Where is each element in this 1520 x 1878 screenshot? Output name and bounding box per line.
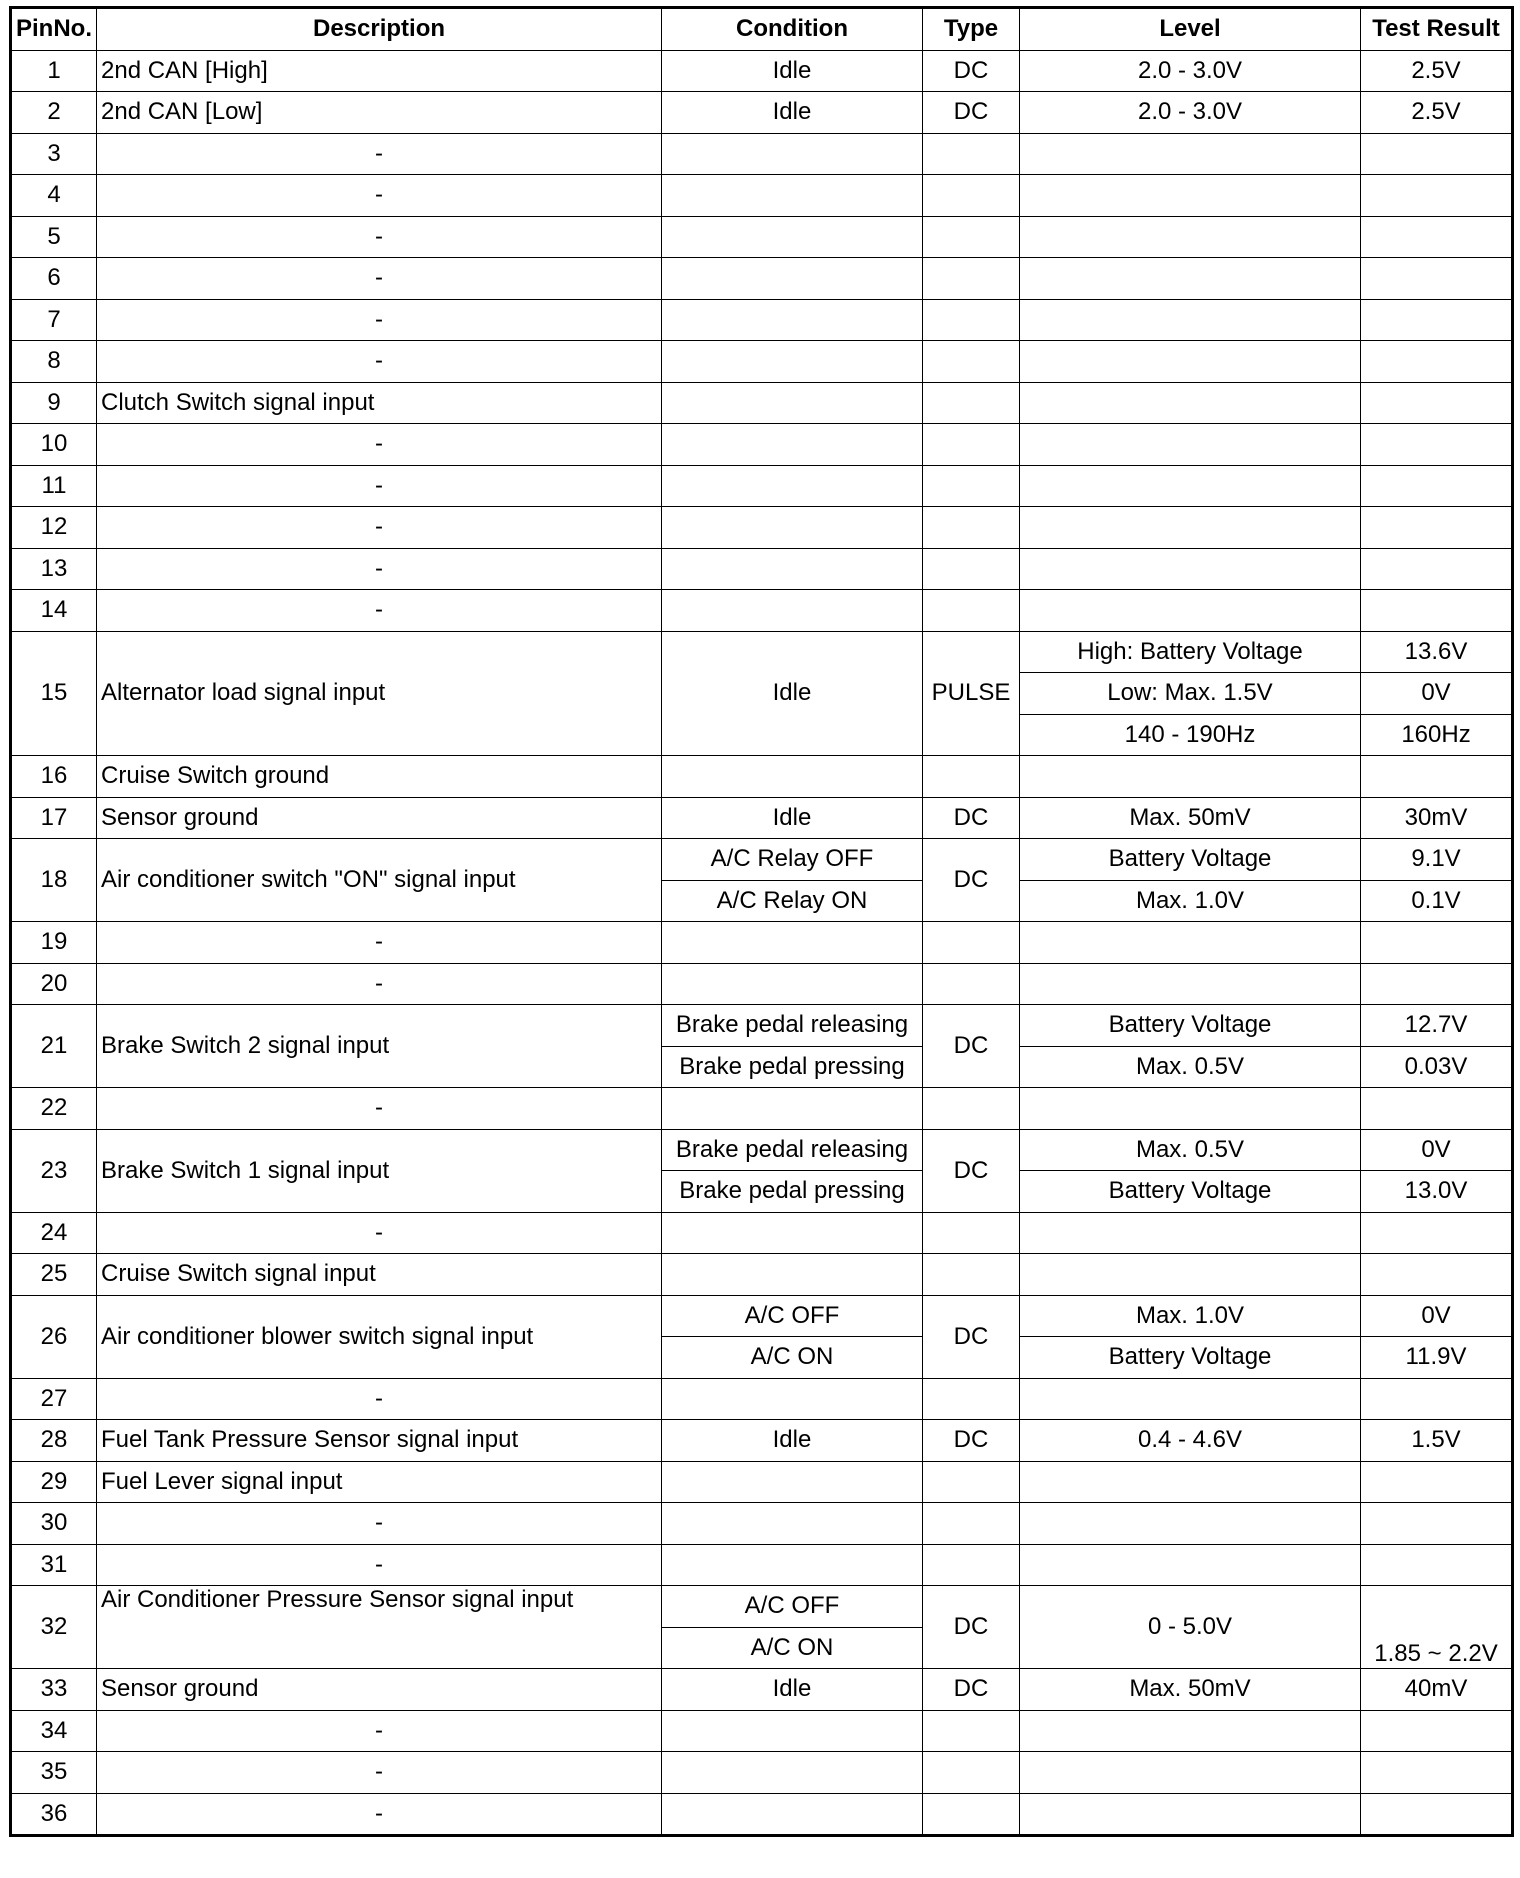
pin-test-result bbox=[1361, 133, 1513, 175]
pin-description: - bbox=[97, 548, 662, 590]
pin-level bbox=[1020, 258, 1361, 300]
table-row bbox=[11, 133, 1513, 175]
pin-level bbox=[1020, 548, 1361, 590]
pin-test-result bbox=[1361, 590, 1513, 632]
pin-description: - bbox=[97, 465, 662, 507]
pin-number: 1 bbox=[11, 50, 97, 92]
pin-level: 2.0 - 3.0V bbox=[1020, 92, 1361, 134]
pin-test-result: 1.5V bbox=[1361, 1420, 1513, 1462]
pin-type bbox=[923, 465, 1020, 507]
pin-condition: A/C OFF bbox=[662, 1295, 923, 1337]
pin-description: - bbox=[97, 1088, 662, 1130]
pin-type bbox=[923, 1212, 1020, 1254]
pin-description: - bbox=[97, 1503, 662, 1545]
pin-number: 25 bbox=[11, 1254, 97, 1296]
pin-test-result bbox=[1361, 382, 1513, 424]
pin-test-result: 12.7V bbox=[1361, 1005, 1513, 1047]
pin-type bbox=[923, 1378, 1020, 1420]
pin-number: 2 bbox=[11, 92, 97, 134]
pin-level: High: Battery Voltage bbox=[1020, 631, 1361, 673]
pin-type bbox=[923, 258, 1020, 300]
pin-test-result bbox=[1361, 465, 1513, 507]
header-condition: Condition bbox=[662, 8, 923, 51]
pin-test-result: 9.1V bbox=[1361, 839, 1513, 881]
table-row bbox=[11, 922, 1513, 964]
table-row bbox=[11, 341, 1513, 383]
pin-description: - bbox=[97, 258, 662, 300]
pin-type bbox=[923, 590, 1020, 632]
pin-type bbox=[923, 216, 1020, 258]
pin-level bbox=[1020, 1544, 1361, 1586]
pin-level bbox=[1020, 1793, 1361, 1836]
table-row bbox=[11, 507, 1513, 549]
pin-level bbox=[1020, 175, 1361, 217]
table-row bbox=[11, 258, 1513, 300]
table-row bbox=[11, 1088, 1513, 1130]
pin-level: Battery Voltage bbox=[1020, 1005, 1361, 1047]
table-row bbox=[11, 92, 1513, 134]
header-pin: PinNo. bbox=[11, 8, 97, 51]
pin-condition: Brake pedal releasing bbox=[662, 1129, 923, 1171]
pin-level bbox=[1020, 1461, 1361, 1503]
pin-number: 16 bbox=[11, 756, 97, 798]
pin-test-result: 40mV bbox=[1361, 1669, 1513, 1711]
pin-test-result bbox=[1361, 216, 1513, 258]
pin-description: Fuel Lever signal input bbox=[97, 1461, 662, 1503]
pin-test-result: 2.5V bbox=[1361, 92, 1513, 134]
table-row bbox=[11, 382, 1513, 424]
pin-type bbox=[923, 299, 1020, 341]
pin-type bbox=[923, 341, 1020, 383]
pin-description: - bbox=[97, 424, 662, 466]
pin-test-result: 13.0V bbox=[1361, 1171, 1513, 1213]
pin-condition: Brake pedal pressing bbox=[662, 1046, 923, 1088]
pin-type bbox=[923, 756, 1020, 798]
pin-test-result: 0V bbox=[1361, 673, 1513, 715]
pin-condition: Brake pedal pressing bbox=[662, 1171, 923, 1213]
pin-description: 2nd CAN [Low] bbox=[97, 92, 662, 134]
table-row bbox=[11, 299, 1513, 341]
pin-test-result: 2.5V bbox=[1361, 50, 1513, 92]
pin-number: 4 bbox=[11, 175, 97, 217]
table-row bbox=[11, 548, 1513, 590]
table-row bbox=[11, 1461, 1513, 1503]
pin-test-result bbox=[1361, 507, 1513, 549]
pin-type bbox=[923, 1793, 1020, 1836]
pin-number: 35 bbox=[11, 1752, 97, 1794]
pin-condition bbox=[662, 258, 923, 300]
pin-condition bbox=[662, 963, 923, 1005]
pin-type bbox=[923, 1503, 1020, 1545]
pin-level bbox=[1020, 1254, 1361, 1296]
table-row bbox=[11, 50, 1513, 92]
pin-number: 6 bbox=[11, 258, 97, 300]
pin-level: 140 - 190Hz bbox=[1020, 714, 1361, 756]
pin-condition: Idle bbox=[662, 631, 923, 756]
header-row bbox=[11, 8, 1513, 51]
pin-level: 0 - 5.0V bbox=[1020, 1586, 1361, 1669]
pin-condition bbox=[662, 382, 923, 424]
pin-test-result: 0V bbox=[1361, 1295, 1513, 1337]
pin-level bbox=[1020, 341, 1361, 383]
pin-level bbox=[1020, 1378, 1361, 1420]
pin-test-result bbox=[1361, 963, 1513, 1005]
pin-description: - bbox=[97, 216, 662, 258]
pin-test-result bbox=[1361, 424, 1513, 466]
pin-number: 33 bbox=[11, 1669, 97, 1711]
pin-description: - bbox=[97, 1378, 662, 1420]
pin-type bbox=[923, 922, 1020, 964]
pin-type: PULSE bbox=[923, 631, 1020, 756]
table-row bbox=[11, 1129, 1513, 1171]
pin-test-result: 0.03V bbox=[1361, 1046, 1513, 1088]
pin-number: 13 bbox=[11, 548, 97, 590]
pin-test-result: 0.1V bbox=[1361, 880, 1513, 922]
pin-number: 24 bbox=[11, 1212, 97, 1254]
pin-condition bbox=[662, 1254, 923, 1296]
pin-number: 29 bbox=[11, 1461, 97, 1503]
pin-level: Max. 1.0V bbox=[1020, 1295, 1361, 1337]
pin-description: Air conditioner blower switch signal input bbox=[97, 1295, 662, 1378]
pin-number: 32 bbox=[11, 1586, 97, 1669]
pin-level: Max. 50mV bbox=[1020, 797, 1361, 839]
pin-type bbox=[923, 963, 1020, 1005]
pin-number: 15 bbox=[11, 631, 97, 756]
pin-type bbox=[923, 1544, 1020, 1586]
pin-type bbox=[923, 133, 1020, 175]
pin-type bbox=[923, 507, 1020, 549]
table-row bbox=[11, 1378, 1513, 1420]
pin-test-result bbox=[1361, 299, 1513, 341]
pin-condition bbox=[662, 756, 923, 798]
table-row bbox=[11, 1544, 1513, 1586]
pin-type bbox=[923, 1710, 1020, 1752]
pin-condition bbox=[662, 507, 923, 549]
pin-test-result bbox=[1361, 1710, 1513, 1752]
pin-type: DC bbox=[923, 50, 1020, 92]
pin-type bbox=[923, 1752, 1020, 1794]
pin-level bbox=[1020, 424, 1361, 466]
pin-condition bbox=[662, 424, 923, 466]
header-level: Level bbox=[1020, 8, 1361, 51]
pin-number: 26 bbox=[11, 1295, 97, 1378]
pin-type bbox=[923, 382, 1020, 424]
pin-test-result bbox=[1361, 1088, 1513, 1130]
pin-condition bbox=[662, 175, 923, 217]
pin-test-result bbox=[1361, 1752, 1513, 1794]
table-row bbox=[11, 465, 1513, 507]
pin-description: 2nd CAN [High] bbox=[97, 50, 662, 92]
pin-type: DC bbox=[923, 797, 1020, 839]
pin-level: Max. 0.5V bbox=[1020, 1129, 1361, 1171]
pin-type: DC bbox=[923, 1586, 1020, 1669]
pin-level bbox=[1020, 465, 1361, 507]
pin-number: 36 bbox=[11, 1793, 97, 1836]
header-type: Type bbox=[923, 8, 1020, 51]
pin-level bbox=[1020, 216, 1361, 258]
table-row bbox=[11, 631, 1513, 673]
pin-level bbox=[1020, 1088, 1361, 1130]
pin-condition bbox=[662, 216, 923, 258]
table-row bbox=[11, 1793, 1513, 1836]
pin-type bbox=[923, 424, 1020, 466]
pin-description: Sensor ground bbox=[97, 1669, 662, 1711]
pin-type: DC bbox=[923, 1005, 1020, 1088]
pin-level bbox=[1020, 963, 1361, 1005]
table-row bbox=[11, 839, 1513, 881]
pin-condition: Idle bbox=[662, 50, 923, 92]
pin-test-result bbox=[1361, 1378, 1513, 1420]
pin-number: 21 bbox=[11, 1005, 97, 1088]
pin-number: 18 bbox=[11, 839, 97, 922]
pin-level bbox=[1020, 382, 1361, 424]
pin-level bbox=[1020, 299, 1361, 341]
pin-condition bbox=[662, 922, 923, 964]
pin-test-result bbox=[1361, 1793, 1513, 1836]
pin-level bbox=[1020, 507, 1361, 549]
table-row bbox=[11, 1005, 1513, 1047]
pin-test-result bbox=[1361, 1503, 1513, 1545]
pin-number: 12 bbox=[11, 507, 97, 549]
table-row bbox=[11, 1503, 1513, 1545]
pin-condition bbox=[662, 590, 923, 632]
pin-condition bbox=[662, 1793, 923, 1836]
pin-level bbox=[1020, 756, 1361, 798]
pin-description: - bbox=[97, 1752, 662, 1794]
pin-condition bbox=[662, 1378, 923, 1420]
pin-condition bbox=[662, 1212, 923, 1254]
pin-level bbox=[1020, 1710, 1361, 1752]
pin-level: 2.0 - 3.0V bbox=[1020, 50, 1361, 92]
pin-condition: A/C ON bbox=[662, 1627, 923, 1669]
pin-number: 7 bbox=[11, 299, 97, 341]
pin-number: 20 bbox=[11, 963, 97, 1005]
pin-number: 34 bbox=[11, 1710, 97, 1752]
table-row bbox=[11, 1669, 1513, 1711]
pin-number: 31 bbox=[11, 1544, 97, 1586]
pin-condition: A/C Relay ON bbox=[662, 880, 923, 922]
pin-test-result bbox=[1361, 175, 1513, 217]
pin-number: 5 bbox=[11, 216, 97, 258]
pin-type: DC bbox=[923, 1420, 1020, 1462]
pin-description: Cruise Switch ground bbox=[97, 756, 662, 798]
pin-description: - bbox=[97, 507, 662, 549]
table-row bbox=[11, 1212, 1513, 1254]
table-row bbox=[11, 424, 1513, 466]
table-row bbox=[11, 590, 1513, 632]
pin-condition: A/C Relay OFF bbox=[662, 839, 923, 881]
pin-description: - bbox=[97, 341, 662, 383]
pin-description: - bbox=[97, 299, 662, 341]
pin-condition bbox=[662, 1088, 923, 1130]
pin-number: 11 bbox=[11, 465, 97, 507]
pin-condition bbox=[662, 341, 923, 383]
pin-number: 14 bbox=[11, 590, 97, 632]
pin-test-result bbox=[1361, 922, 1513, 964]
pin-description: - bbox=[97, 1793, 662, 1836]
pin-description: Cruise Switch signal input bbox=[97, 1254, 662, 1296]
pin-level: Battery Voltage bbox=[1020, 1337, 1361, 1379]
pin-level bbox=[1020, 922, 1361, 964]
pin-type bbox=[923, 1254, 1020, 1296]
pin-number: 30 bbox=[11, 1503, 97, 1545]
table-row bbox=[11, 1254, 1513, 1296]
pin-condition: A/C ON bbox=[662, 1337, 923, 1379]
table-row bbox=[11, 1752, 1513, 1794]
pin-description: - bbox=[97, 590, 662, 632]
pin-test-result bbox=[1361, 1544, 1513, 1586]
pin-description: - bbox=[97, 922, 662, 964]
pin-description: Clutch Switch signal input bbox=[97, 382, 662, 424]
pin-description: Alternator load signal input bbox=[97, 631, 662, 756]
pin-number: 9 bbox=[11, 382, 97, 424]
table-row bbox=[11, 1295, 1513, 1337]
pin-description: - bbox=[97, 1544, 662, 1586]
pin-condition bbox=[662, 299, 923, 341]
pin-test-result bbox=[1361, 1461, 1513, 1503]
table-row bbox=[11, 175, 1513, 217]
pin-description: Brake Switch 1 signal input bbox=[97, 1129, 662, 1212]
pin-condition bbox=[662, 1461, 923, 1503]
pin-condition bbox=[662, 1544, 923, 1586]
pin-level bbox=[1020, 133, 1361, 175]
pin-type: DC bbox=[923, 92, 1020, 134]
pin-test-result: 13.6V bbox=[1361, 631, 1513, 673]
pin-description: Air Conditioner Pressure Sensor signal input bbox=[97, 1586, 662, 1669]
pin-condition bbox=[662, 465, 923, 507]
pin-test-result: 30mV bbox=[1361, 797, 1513, 839]
pin-condition bbox=[662, 548, 923, 590]
pin-test-result bbox=[1361, 548, 1513, 590]
pin-level: Max. 1.0V bbox=[1020, 880, 1361, 922]
pin-description: - bbox=[97, 133, 662, 175]
pin-number: 17 bbox=[11, 797, 97, 839]
pin-test-result: 0V bbox=[1361, 1129, 1513, 1171]
pin-test-result: 1.85 ~ 2.2V bbox=[1361, 1586, 1513, 1669]
pin-table bbox=[9, 6, 1514, 1837]
pin-level: Max. 50mV bbox=[1020, 1669, 1361, 1711]
pin-condition bbox=[662, 1503, 923, 1545]
pin-test-result: 11.9V bbox=[1361, 1337, 1513, 1379]
pin-level: Low: Max. 1.5V bbox=[1020, 673, 1361, 715]
table-row bbox=[11, 963, 1513, 1005]
pin-number: 10 bbox=[11, 424, 97, 466]
pin-level bbox=[1020, 1503, 1361, 1545]
pin-number: 3 bbox=[11, 133, 97, 175]
pin-type: DC bbox=[923, 839, 1020, 922]
pin-level: Battery Voltage bbox=[1020, 1171, 1361, 1213]
table-row bbox=[11, 1586, 1513, 1628]
pin-condition: A/C OFF bbox=[662, 1586, 923, 1628]
pin-description: Fuel Tank Pressure Sensor signal input bbox=[97, 1420, 662, 1462]
pin-test-result bbox=[1361, 341, 1513, 383]
pin-level: Battery Voltage bbox=[1020, 839, 1361, 881]
pin-test-result bbox=[1361, 756, 1513, 798]
pin-number: 8 bbox=[11, 341, 97, 383]
header-result: Test Result bbox=[1361, 8, 1513, 51]
pin-number: 23 bbox=[11, 1129, 97, 1212]
pin-test-result bbox=[1361, 1254, 1513, 1296]
pin-test-result bbox=[1361, 258, 1513, 300]
table-row bbox=[11, 797, 1513, 839]
pin-level bbox=[1020, 1212, 1361, 1254]
pin-number: 22 bbox=[11, 1088, 97, 1130]
pin-description: - bbox=[97, 1212, 662, 1254]
pin-description: Sensor ground bbox=[97, 797, 662, 839]
pin-number: 19 bbox=[11, 922, 97, 964]
pin-condition: Idle bbox=[662, 92, 923, 134]
table-row bbox=[11, 1420, 1513, 1462]
table-row bbox=[11, 756, 1513, 798]
pin-condition: Brake pedal releasing bbox=[662, 1005, 923, 1047]
pin-condition bbox=[662, 1710, 923, 1752]
pin-type bbox=[923, 1088, 1020, 1130]
pin-level: Max. 0.5V bbox=[1020, 1046, 1361, 1088]
pin-condition: Idle bbox=[662, 1420, 923, 1462]
pin-description: - bbox=[97, 175, 662, 217]
pin-description: - bbox=[97, 963, 662, 1005]
pin-description: - bbox=[97, 1710, 662, 1752]
pin-condition bbox=[662, 1752, 923, 1794]
pin-number: 27 bbox=[11, 1378, 97, 1420]
pin-test-result bbox=[1361, 1212, 1513, 1254]
pin-type: DC bbox=[923, 1295, 1020, 1378]
pin-type bbox=[923, 175, 1020, 217]
pin-condition bbox=[662, 133, 923, 175]
pin-condition: Idle bbox=[662, 797, 923, 839]
pin-description: Air conditioner switch "ON" signal input bbox=[97, 839, 662, 922]
table-row bbox=[11, 216, 1513, 258]
pin-type bbox=[923, 548, 1020, 590]
pin-level: 0.4 - 4.6V bbox=[1020, 1420, 1361, 1462]
pin-number: 28 bbox=[11, 1420, 97, 1462]
table-row bbox=[11, 1710, 1513, 1752]
header-description: Description bbox=[97, 8, 662, 51]
pin-type: DC bbox=[923, 1669, 1020, 1711]
pin-level bbox=[1020, 1752, 1361, 1794]
pin-test-result: 160Hz bbox=[1361, 714, 1513, 756]
pin-type: DC bbox=[923, 1129, 1020, 1212]
pin-condition: Idle bbox=[662, 1669, 923, 1711]
pin-description: Brake Switch 2 signal input bbox=[97, 1005, 662, 1088]
pin-type bbox=[923, 1461, 1020, 1503]
pin-level bbox=[1020, 590, 1361, 632]
